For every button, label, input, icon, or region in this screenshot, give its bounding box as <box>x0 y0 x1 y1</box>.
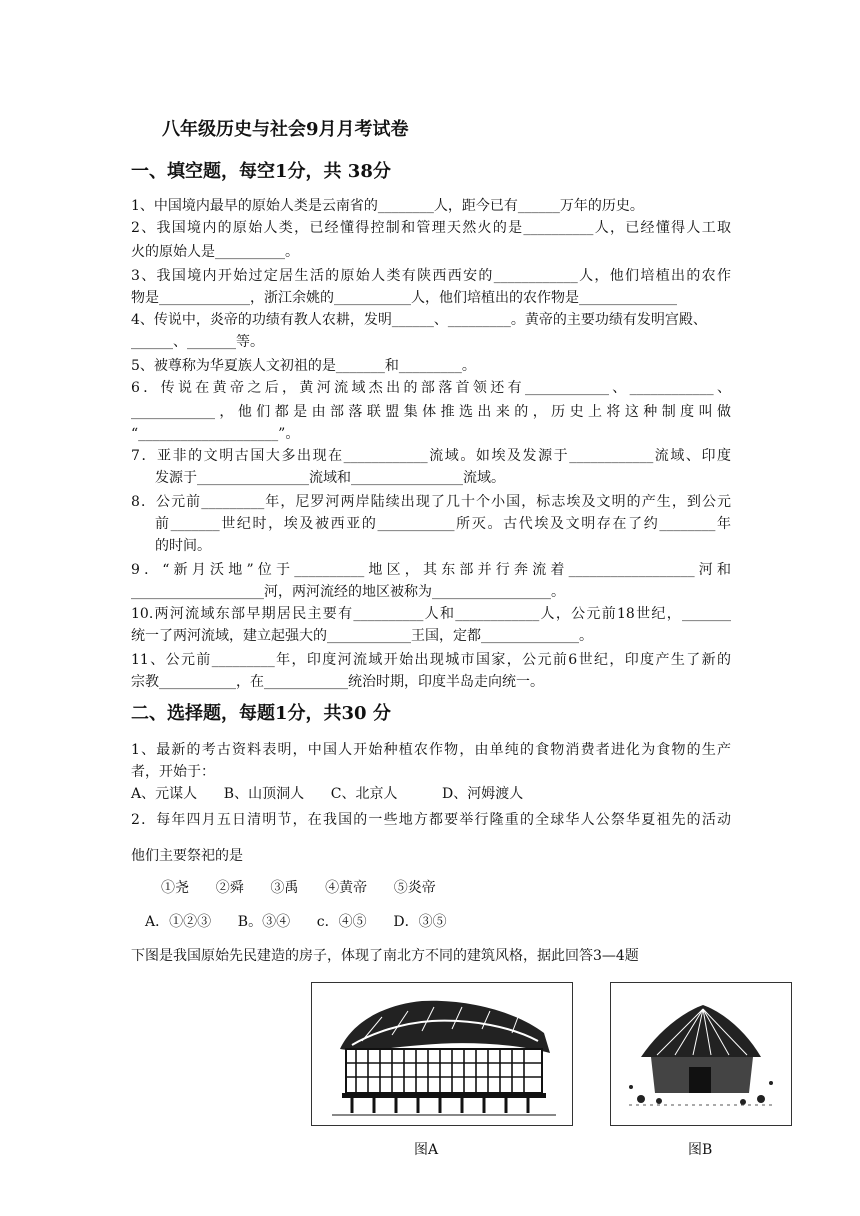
question-line: 2、我国境内的原始人类，已经懂得控制和管理天然火的是__________人，已经懂得人工取 <box>131 220 731 236</box>
question-line: 物是_____________，浙江余姚的___________人，他们培植出的农作物是______________ <box>131 290 677 306</box>
question-line: 2．每年四月五日清明节，在我国的一些地方都要举行隆重的全球华人公祭华夏祖先的活动 <box>131 812 731 828</box>
answer-options: A．①②③ B。③④ c．④⑤ D．③⑤ <box>145 914 447 930</box>
question-line: 1、最新的考古资料表明，中国人开始种植农作物，由单纯的食物消费者进化为食物的生产 <box>131 742 731 758</box>
question-line: 统一了两河流域，建立起强大的____________王国，定都______________。 <box>131 628 593 644</box>
question-line: 1、中国境内最早的原始人类是云南省的________人，距今已有______万年的历史。 <box>131 198 644 214</box>
question-line: 前_______世纪时，埃及被西亚的___________所灭。古代埃及文明存在了约________年 <box>155 516 731 532</box>
question-line: “____________________”。 <box>131 426 300 442</box>
question-line: 他们主要祭祀的是 <box>131 848 243 864</box>
thatched-hut-illustration <box>611 983 790 1124</box>
stilt-house-illustration <box>312 983 571 1124</box>
question-line: ____________，他们都是由部落联盟集体推选出来的，历史上将这种制度叫做 <box>131 404 731 420</box>
section-2-heading: 二、选择题，每题1分，共30 分 <box>131 703 391 724</box>
question-line: 的时间。 <box>155 538 211 554</box>
question-line: 7．亚非的文明古国大多出现在____________流域。如埃及发源于____________流域、印度 <box>131 448 731 464</box>
question-line: 9．“新月沃地”位于__________地区，其东部并行奔流着__________________河和 <box>131 562 731 578</box>
question-line: 3、我国境内开始过定居生活的原始人类有陕西西安的____________人，他们培植出的农作 <box>131 268 731 284</box>
question-line: 下图是我国原始先民建造的房子，体现了南北方不同的建筑风格，据此回答3—4题 <box>131 948 639 964</box>
question-line: 发源于________________流域和________________流域。 <box>155 470 505 486</box>
figure-b-caption: 图B <box>688 1142 713 1158</box>
figure-a-caption: 图A <box>414 1142 439 1158</box>
question-line: 宗教___________，在____________统治时期，印度半岛走向统一。 <box>131 674 544 690</box>
answer-options: ①尧 ②舜 ③禹 ④黄帝 ⑤炎帝 <box>161 880 436 896</box>
question-line: 10.两河流域东部早期居民主要有__________人和____________人，公元前18世纪，_______ <box>131 606 731 622</box>
section-1-heading: 一、填空题，每空1分，共 38分 <box>131 161 391 182</box>
answer-options: A、元谋人 B、山顶洞人 C、北京人 D、河姆渡人 <box>131 786 524 802</box>
question-line: ______、_______等。 <box>131 334 264 350</box>
question-line: 火的原始人是__________。 <box>131 244 299 260</box>
question-line: ___________________河，两河流经的地区被称为_________________。 <box>131 584 565 600</box>
figure-a-frame <box>311 982 573 1126</box>
figure-b-frame <box>610 982 792 1126</box>
page-title: 八年级历史与社会9月月考试卷 <box>162 119 409 140</box>
question-line: 11、公元前_________年，印度河流域开始出现城市国家，公元前6世纪，印度产生了新的 <box>131 652 731 668</box>
question-line: 4、传说中，炎帝的功绩有教人农耕，发明______、_________。黄帝的主要功绩有发明宫殿、 <box>131 312 707 328</box>
question-line: 者，开始于： <box>131 764 215 780</box>
question-line: 6．传说在黄帝之后，黄河流域杰出的部落首领还有____________、____________、 <box>131 380 731 396</box>
question-line: 8．公元前_________年，尼罗河两岸陆续出现了几十个小国，标志埃及文明的产生，到公元 <box>131 494 731 510</box>
question-line: 5、被尊称为华夏族人文初祖的是_______和_________。 <box>131 358 476 374</box>
